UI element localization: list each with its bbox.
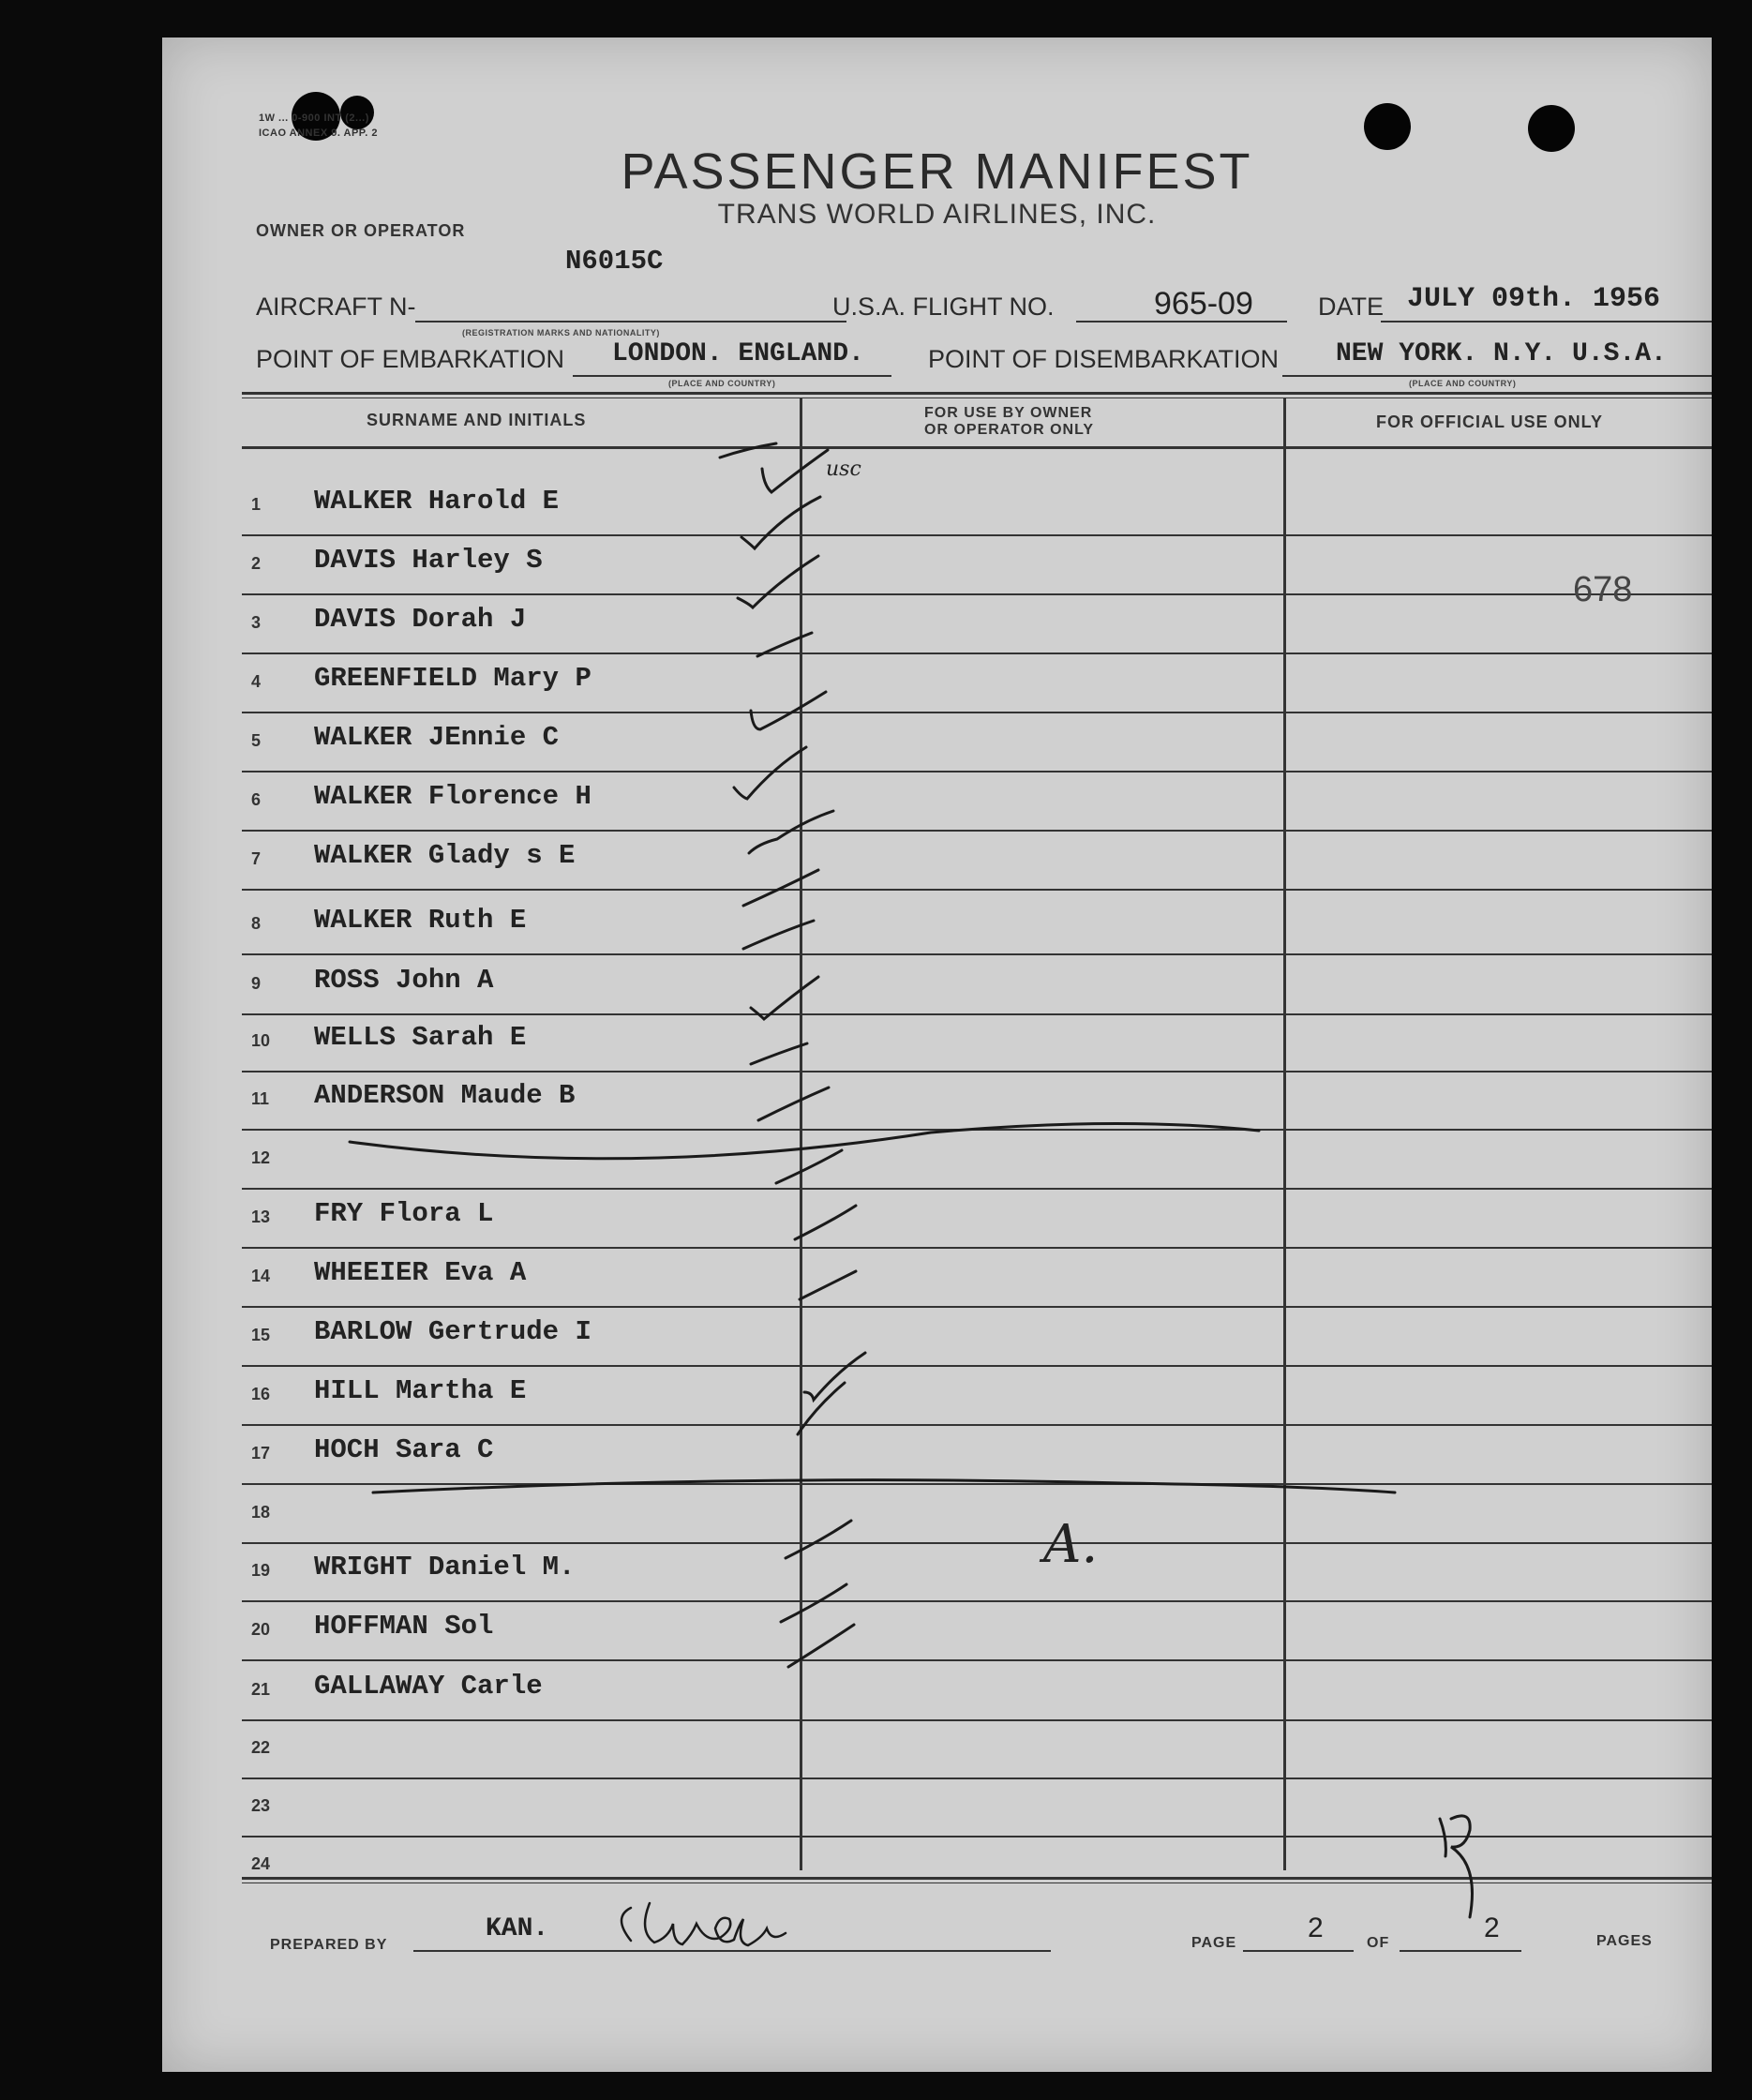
aircraft-value: N6015C [565, 246, 664, 277]
flight-value: 965-09 [1154, 286, 1253, 322]
passenger-name: HOCH Sara C [314, 1434, 494, 1465]
column-header-official: FOR OFFICIAL USE ONLY [1376, 412, 1604, 431]
checkmark [743, 870, 818, 906]
row-number: 9 [251, 974, 262, 993]
row-number: 23 [251, 1796, 271, 1815]
registration-note: (REGISTRATION MARKS AND NATIONALITY) [462, 328, 660, 338]
row-number: 21 [251, 1680, 271, 1699]
row-number: 16 [251, 1385, 271, 1403]
passenger-name: WALKER Glady s E [314, 840, 576, 871]
disembarkation-label: POINT OF DISEMBARKATION [928, 345, 1280, 373]
handwritten-marks [162, 38, 1712, 2072]
row-number: 19 [251, 1561, 271, 1580]
checkmark [751, 977, 818, 1019]
prepared-by-value: KAN. [486, 1914, 549, 1943]
of-value: 2 [1484, 1912, 1500, 1943]
prepared-by-label: PREPARED BY [270, 1937, 388, 1953]
row-number: 22 [251, 1738, 271, 1757]
checkmark [786, 1521, 851, 1558]
owner-label: OWNER OR OPERATOR [256, 221, 466, 240]
passenger-name: GALLAWAY Carle [314, 1671, 543, 1702]
of-label: OF [1367, 1935, 1390, 1951]
row-number: 7 [251, 849, 262, 868]
aircraft-label: AIRCRAFT N- [256, 292, 416, 321]
checkmark [749, 811, 833, 853]
passenger-name: WELLS Sarah E [314, 1022, 527, 1053]
manifest-document [162, 38, 1712, 2072]
passenger-name: WALKER Florence H [314, 781, 591, 812]
row-number: 2 [251, 554, 262, 573]
page-value: 2 [1308, 1912, 1324, 1943]
checkmark [743, 921, 814, 949]
note-usc: usc [826, 458, 861, 481]
passenger-name: WALKER JEnnie C [314, 722, 560, 753]
embarkation-label: POINT OF EMBARKATION [256, 345, 565, 373]
checkmark [776, 1150, 842, 1183]
note-a: A. [1043, 1514, 1099, 1575]
column-header-owner-2: OR OPERATOR ONLY [924, 422, 1095, 438]
embarkation-note: (PLACE AND COUNTRY) [668, 379, 776, 388]
page-title: PASSENGER MANIFEST [621, 143, 1253, 200]
passenger-name: ROSS John A [314, 965, 494, 996]
checkmark [800, 1271, 856, 1299]
checkmark [734, 747, 806, 799]
disembarkation-note: (PLACE AND COUNTRY) [1409, 379, 1517, 388]
row-number: 1 [251, 495, 262, 514]
strike-line-row-12 [350, 1123, 1259, 1158]
checkmark [795, 1206, 856, 1239]
official-678: 678 [1573, 570, 1633, 609]
strike-line-row-18 [373, 1480, 1395, 1492]
row-number: 20 [251, 1620, 271, 1639]
passenger-name: WHEEIER Eva A [314, 1257, 527, 1288]
page-label: PAGE [1191, 1935, 1237, 1951]
row-number: 13 [251, 1208, 271, 1226]
column-header-owner-1: FOR USE BY OWNER [924, 405, 1093, 421]
passenger-name: FRY Flora L [314, 1198, 494, 1229]
checkmark [751, 1043, 807, 1064]
passenger-name: WRIGHT Daniel M. [314, 1552, 576, 1582]
form-code: 1W ... 0-900 INT (2...) [259, 112, 369, 124]
form-reference: ICAO ANNEX 9. APP. 2 [259, 128, 378, 139]
signature [621, 1903, 786, 1945]
row-number: 17 [251, 1444, 271, 1462]
checkmark [738, 556, 818, 608]
official-19 [1437, 1814, 1508, 1880]
checkmark [762, 450, 828, 492]
row-number: 6 [251, 790, 262, 809]
pages-label: PAGES [1596, 1933, 1653, 1949]
passenger-name: WALKER Harold E [314, 486, 560, 517]
passenger-name: BARLOW Gertrude I [314, 1316, 591, 1347]
row-number: 15 [251, 1326, 271, 1344]
checkmark [720, 443, 776, 458]
checkmark [788, 1625, 854, 1667]
passenger-name: HILL Martha E [314, 1375, 527, 1406]
row-number: 12 [251, 1148, 271, 1167]
flight-label: U.S.A. FLIGHT NO. [832, 292, 1055, 321]
disembarkation-value: NEW YORK. N.Y. U.S.A. [1336, 339, 1667, 368]
passenger-name: HOFFMAN Sol [314, 1611, 494, 1642]
row-number: 4 [251, 672, 262, 691]
row-number: 5 [251, 731, 262, 750]
passenger-name: DAVIS Harley S [314, 545, 543, 576]
checkmark [741, 497, 820, 548]
checkmark [781, 1584, 846, 1622]
row-number: 14 [251, 1267, 271, 1285]
passenger-name: GREENFIELD Mary P [314, 663, 591, 694]
row-number: 3 [251, 613, 262, 632]
date-value: JULY 09th. 1956 [1407, 283, 1661, 315]
passenger-name: WALKER Ruth E [314, 905, 527, 936]
checkmark [751, 692, 826, 729]
passenger-name: DAVIS Dorah J [314, 604, 527, 635]
row-number: 10 [251, 1031, 271, 1050]
row-number: 24 [251, 1854, 271, 1873]
row-number: 8 [251, 914, 262, 933]
embarkation-value: LONDON. ENGLAND. [612, 339, 864, 368]
passenger-name: ANDERSON Maude B [314, 1080, 576, 1111]
date-label: DATE [1318, 292, 1385, 321]
checkmark [758, 1088, 829, 1120]
row-number: 18 [251, 1503, 271, 1522]
checkmark [757, 633, 812, 656]
row-number: 11 [251, 1089, 270, 1108]
column-header-surname: SURNAME AND INITIALS [367, 411, 587, 429]
airline-name: TRANS WORLD AIRLINES, INC. [717, 199, 1157, 230]
